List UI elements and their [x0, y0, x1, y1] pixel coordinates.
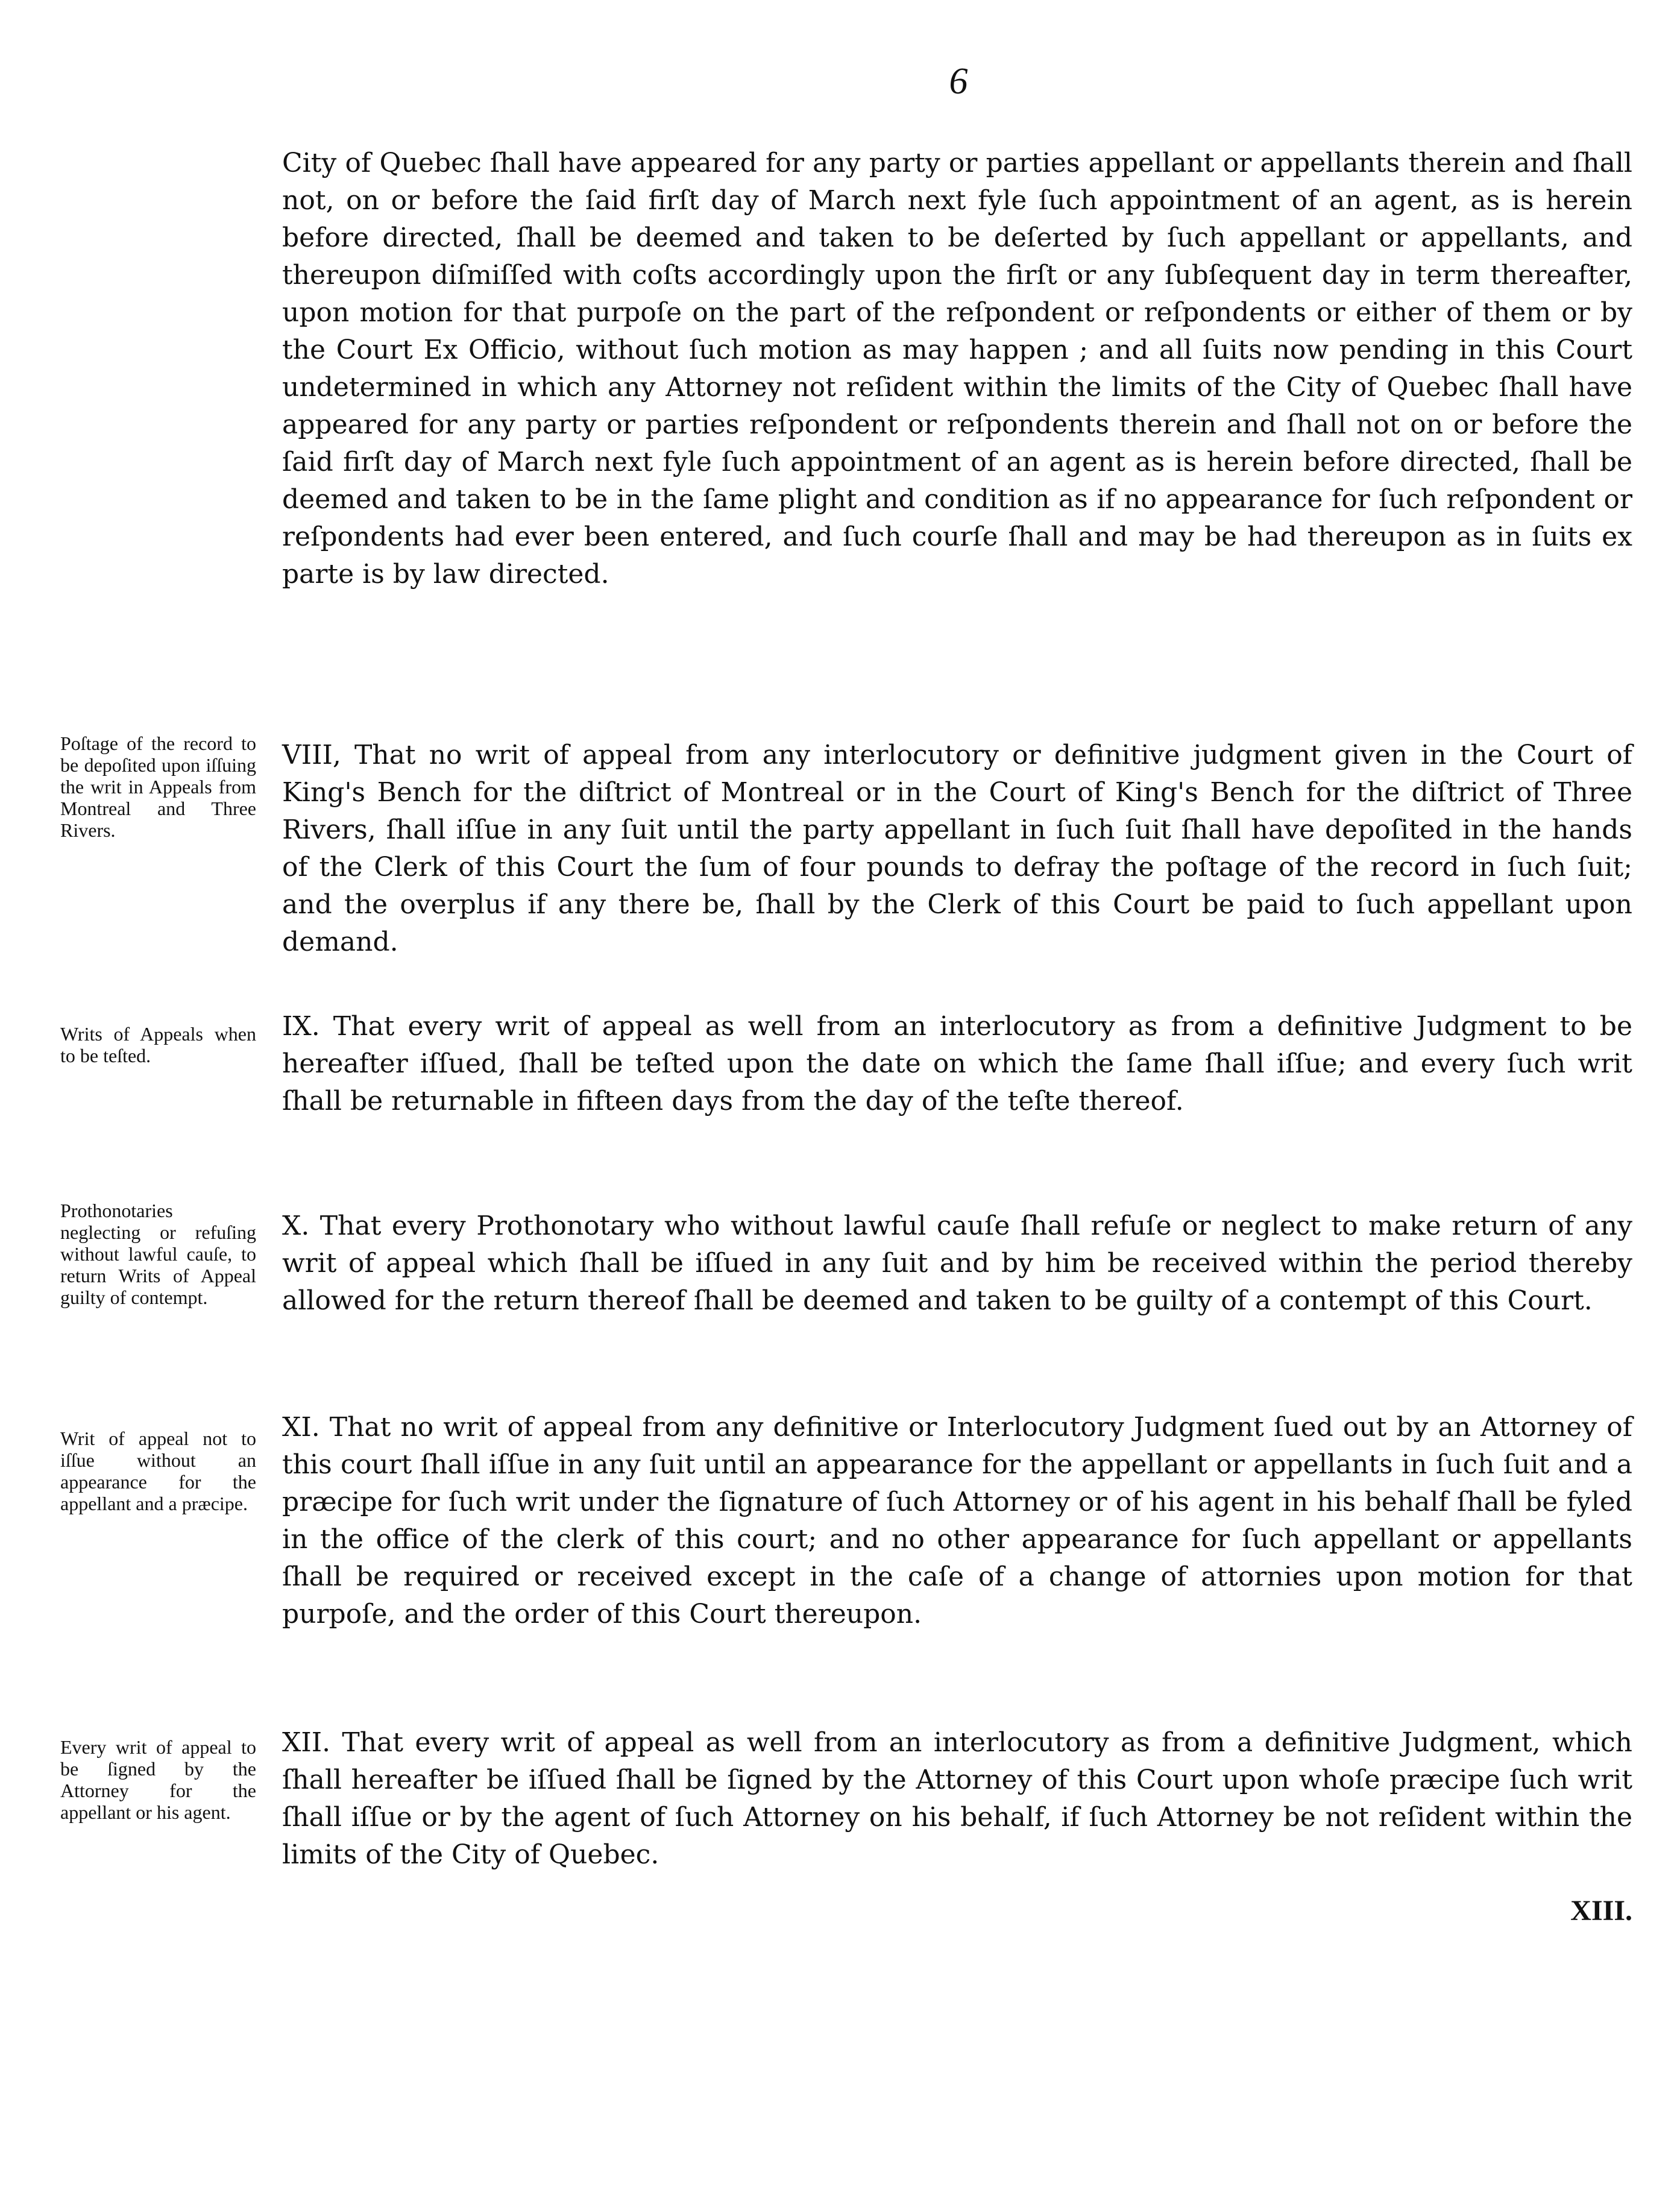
margin-note: Prothonotaries neglecting or refuſing without lawful cauſe, to return Writs of Appeal guilty of contempt.: [60, 1200, 256, 1308]
section-text: XI. That no writ of appeal from any definitive or Interlocutory Judgment ſued out by an Attorney of this court ſhall iſſue in any ſuit until an appearance for the appellant or appellants in ſuch ſuit and a præcipe for ſuch writ under the ſignature of ſuch Attorney or of his agent in his behalf ſhall be fyled in the office of the clerk of this court; and no other appearance for ſuch appellant or appellants ſhall be required or received except in the caſe of a change of attornies upon motion for that purpoſe, and the order of this Court thereupon.: [282, 1412, 1632, 1630]
section-text: VIII, That no writ of appeal from any interlocutory or definitive judgment given in the Court of King's Bench for the diſtrict of Montreal or in the Court of King's Bench for the diſtrict of Three Rivers, ſhall iſſue in any ſuit until the party appellant in ſuch ſuit ſhall have depoſited in the hands of the Clerk of this Court the ſum of four pounds to defray the poſtage of the record in ſuch ſuit; and the overplus if any there be, ſhall by the Clerk of this Court be paid to ſuch appellant upon demand.: [282, 740, 1632, 957]
catchword: XIII.: [1570, 1895, 1632, 1927]
margin-note: Every writ of appeal to be ſigned by the Attorney for the appellant or his agent.: [60, 1736, 256, 1823]
page-number: 6: [949, 61, 968, 102]
continuation-paragraph: City of Quebec ſhall have appeared for any party or parties appellant or appellants therein and ſhall not, on or before the ſaid firſt day of March next fyle ſuch appointment of an agent, as is herein before directed, ſhall be deemed and taken to be deſerted by ſuch appellant or appellants, and thereupon diſmiſſed with coſts accordingly upon the firſt or any ſubſequent day in term thereafter, upon motion for that purpoſe on the part of the reſpondent or reſpondents or either of them or by the Court Ex Officio, without ſuch motion as may happen ; and all ſuits now pending in this Court undetermined in which any Attorney not reſident within the limits of the City of Quebec ſhall have appeared for any party or parties reſpondent or reſpondents therein and ſhall not on or before the ſaid firſt day of March next fyle ſuch appointment of an agent as is herein before directed, ſhall be deemed and taken to be in the ſame plight and condition as if no appearance for ſuch reſpondent or reſpondents had ever been entered, and ſuch courſe ſhall and may be had thereupon as in ſuits ex parte is by law directed.: [282, 148, 1632, 590]
section-text: X. That every Prothonotary who without lawful cauſe ſhall refuſe or neglect to make return of any writ of appeal which ſhall be iſſued in any ſuit and by him be received within the period thereby allowed for the return thereof ſhall be deemed and taken to be guilty of a contempt of this Court.: [282, 1211, 1632, 1316]
margin-note: Writ of appeal not to iſſue without an appearance for the appellant and a præcipe.: [60, 1428, 256, 1514]
section-text: XII. That every writ of appeal as well from an interlocutory as from a definitive Judgment, which ſhall hereafter be iſſued ſhall be ſigned by the Attorney of this Court upon whoſe præcipe ſuch writ ſhall iſſue or by the agent of ſuch Attorney on his behalf, if ſuch Attorney be not reſident within the limits of the City of Quebec.: [282, 1727, 1632, 1870]
margin-note: Writs of Appeals when to be teſted.: [60, 1023, 256, 1066]
section-text: IX. That every writ of appeal as well from an interlocutory as from a definitive Judgment to be hereafter iſſued, ſhall be teſted upon the date on which the ſame ſhall iſſue; and every ſuch writ ſhall be returnable in fifteen days from the day of the teſte thereof.: [282, 1011, 1632, 1116]
margin-note: Poſtage of the record to be depoſited upon iſſuing the writ in Appeals from Montreal and Three Rivers.: [60, 732, 256, 841]
